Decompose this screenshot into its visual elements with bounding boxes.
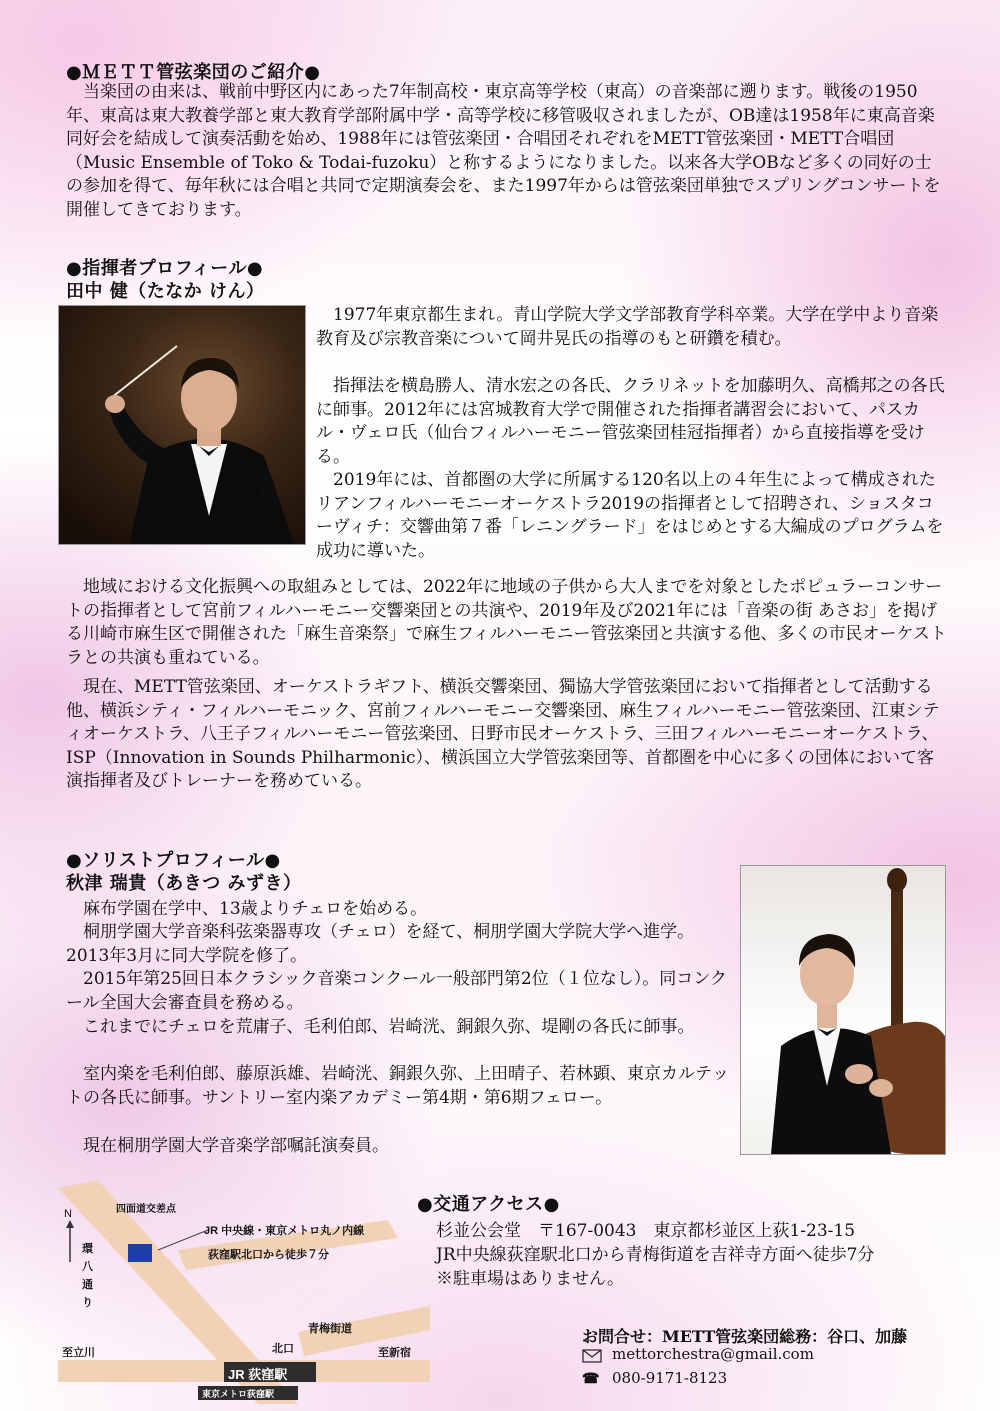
intro-heading: ●ＭＥＴＴ管弦楽団のご紹介●	[66, 62, 321, 83]
map-metro: 東京メトロ荻窪駅	[202, 1389, 275, 1399]
map-intersection: 四面道交差点	[116, 1204, 176, 1215]
phone-icon: ☎	[582, 1371, 600, 1387]
mail-icon	[582, 1348, 602, 1362]
map-kitaguchi: 北口	[272, 1343, 294, 1355]
soloist-p5: 室内楽を毛利伯郎、藤原浜雄、岩崎洸、銅銀久弥、上田晴子、若林顕、東京カルテットの各氏に師事。サントリー室内楽アカデミー第4期・第6期フェロー。	[66, 1064, 729, 1108]
access-line1: 杉並公会堂 〒167-0043 東京都杉並区上荻1-23-15	[436, 1221, 856, 1241]
contact-title: お問合せ：METT管弦楽団総務：谷口、加藤	[582, 1327, 908, 1346]
conductor-p3: 2019年には、首都圏の大学に所属する120名以上の４年生によって構成されたリアンフィルハーモニーオーケストラ2019の指揮者として招聘され、ショスタコーヴィチ：交響曲第７番「レニングラード」をはじめとする大編成のプログラムを成功に導いた。	[316, 470, 944, 561]
conductor-illustration	[59, 306, 305, 544]
map-route: JR 中央線・東京メトロ丸ノ内線	[204, 1225, 365, 1237]
map-north: N	[64, 1208, 72, 1220]
map-to-left: 至立川	[62, 1347, 95, 1359]
access-map	[58, 1180, 430, 1404]
intro-body: 当楽団の由来は、戦前中野区内にあった7年制高校・東京高等学校（東高）の音楽部に遡ります。戦後の1950年、東高は東大教養学部と東大教育学部附属中学・高等学校に移管吸収されましたが、OB達は1958年に東高音楽同好会を結成して演奏活動を始め、1988年には管弦楽団・合唱団それぞれをMETT管弦楽団・METT合唱団（Music Ensemble of Toko & Todai-fuzoku）と称するようになりました。以来各大学OBなど多くの同好の士の参加を得て、毎年秋には合唱と共同で定期演奏会を、また1997年からは管弦楽団単独でスプリングコンサートを開催してきております。	[66, 82, 941, 220]
conductor-p4: 地域における文化振興への取組みとしては、2022年に地域の子供から大人までを対象としたポピュラーコンサートの指揮者として宮前フィルハーモニー交響楽団との共演や、2019年及び2021年には「音楽の街 あさお」を掲げる川崎市麻生区で開催された「麻生音楽祭」で麻生フィルハーモニー管弦楽団と共演する他、多くの市民オーケストラとの共演も重ねている。	[66, 577, 947, 668]
soloist-p3: 2015年第25回日本クラシック音楽コンクール一般部門第2位（１位なし）。同コンクール全国大会審査員を務める。	[66, 969, 727, 1013]
contact-phone: 080-9171-8123	[612, 1369, 728, 1387]
access-line3: ※駐車場はありません。	[436, 1269, 625, 1289]
contact-email-link[interactable]: mettorchestra@gmail.com	[612, 1345, 814, 1363]
conductor-name: 田中 健（たなか けん）	[66, 281, 265, 302]
venue-marker	[128, 1244, 152, 1262]
conductor-p2: 指揮法を横島勝人、清水宏之の各氏、クラリネットを加藤明久、高橋邦之の各氏に師事。2012年には宮城教育大学で開催された指揮者講習会において、パスカル・ヴェロ氏（仙台フィルハーモニー管弦楽団桂冠指揮者）から直接指導を受ける。	[316, 376, 945, 467]
access-line2: JR中央線荻窪駅北口から青梅街道を吉祥寺方面へ徒歩7分	[436, 1245, 875, 1265]
map-to-right: 至新宿	[378, 1347, 411, 1359]
conductor-p1: 1977年東京都生まれ。青山学院大学文学部教育学科卒業。大学在学中より音楽教育及び宗教音楽について岡井晃氏の指導のもと研鑽を積む。	[316, 305, 939, 349]
conductor-p5: 現在、METT管弦楽団、オーケストラギフト、横浜交響楽団、獨協大学管弦楽団において指揮者として活動する他、横浜シティ・フィルハーモニック、宮前フィルハーモニー交響楽団、麻生フィルハーモニー管弦楽団、江東シティオーケストラ、八王子フィルハーモニー管弦楽団、日野市民オーケストラ、三田フィルハーモニーオーケストラ、ISP（Innovation in Sounds Philharmonic）、横浜国立大学管弦楽団等、首都圏を中心に多くの団体において客演指揮者及びトレーナーを務めている。	[66, 677, 940, 792]
map-ome: 青梅街道	[308, 1323, 352, 1335]
map-walk: 荻窪駅北口から徒歩７分	[208, 1249, 329, 1261]
soloist-photo	[740, 865, 946, 1155]
soloist-p6: 現在桐朋学園大学音楽学部嘱託演奏員。	[83, 1136, 389, 1156]
access-heading: ●交通アクセス●	[417, 1194, 560, 1215]
conductor-heading: ●指揮者プロフィール●	[66, 258, 264, 279]
map-station: JR 荻窪駅	[228, 1367, 288, 1382]
soloist-p4: これまでにチェロを荒庸子、毛利伯郎、岩崎洸、銅銀久弥、堤剛の各氏に師事。	[83, 1017, 695, 1037]
soloist-heading: ●ソリストプロフィール●	[66, 850, 281, 871]
map-kan8: 環八通り	[82, 1243, 93, 1309]
soloist-p2: 桐朋学園大学音楽科弦楽器専攻（チェロ）を経て、桐朋学園大学院大学へ進学。2013年3月に同大学院を修了。	[66, 922, 695, 966]
conductor-photo	[58, 305, 306, 545]
soloist-name: 秋津 瑞貴（あきつ みずき）	[66, 873, 302, 894]
soloist-illustration	[741, 866, 945, 1154]
soloist-p1: 麻布学園在学中、13歳よりチェロを始める。	[83, 899, 428, 919]
